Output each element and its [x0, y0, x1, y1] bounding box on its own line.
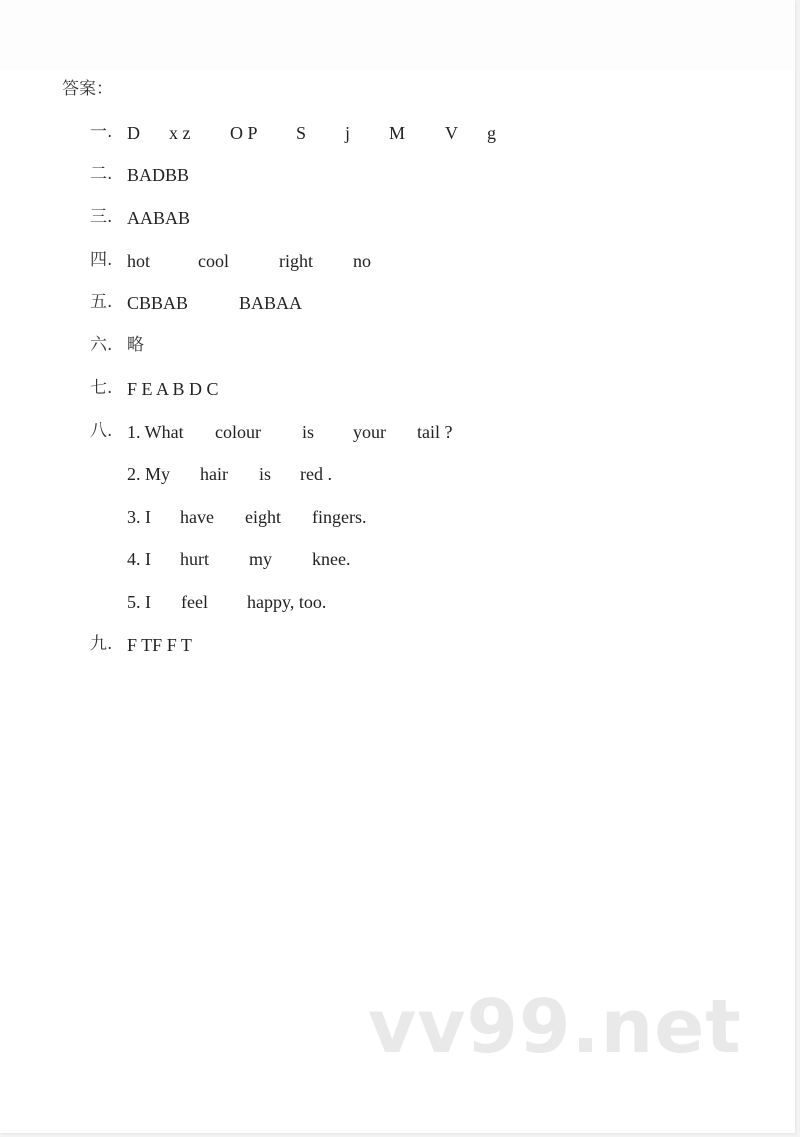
sentence-word: eight	[245, 507, 281, 527]
sentence-word: my	[249, 549, 273, 569]
section-3-answer: AABAB	[127, 208, 191, 228]
section-1-answer: M	[389, 123, 406, 143]
section-1-answer: S	[296, 123, 307, 143]
section-5-answer: CBBAB	[127, 293, 189, 313]
sentence-word: is	[302, 422, 315, 442]
sentence-word: tail ?	[417, 422, 453, 442]
section-4-answer: no	[353, 251, 371, 271]
section-8-label: 八.	[90, 421, 113, 441]
sentence-word: 3. I	[127, 507, 151, 527]
section-1-answer: D	[127, 123, 140, 143]
section-5-answer: BABAA	[239, 293, 303, 313]
sentence-word: red .	[300, 464, 332, 484]
section-7-answer: F E A B D C	[127, 379, 219, 399]
section-1-answer: g	[487, 123, 496, 143]
watermark: vv99.net	[368, 984, 742, 1070]
sentence-word: hair	[200, 464, 228, 484]
section-6-answer: 略	[127, 335, 144, 355]
section-2-label: 二.	[90, 164, 113, 184]
section-4-answer: hot	[127, 251, 151, 271]
section-1-label: 一.	[90, 122, 113, 142]
sentence-word: 2. My	[127, 464, 171, 484]
section-7-label: 七.	[90, 378, 113, 398]
sentence-word: 5. I	[127, 592, 151, 612]
page-top-strip	[0, 0, 795, 70]
section-1-answer: O P	[230, 123, 258, 143]
sentence-word: have	[180, 507, 214, 527]
sentence-word: happy, too.	[247, 592, 327, 612]
sentence-word: fingers.	[312, 507, 367, 527]
sentence-word: knee.	[312, 549, 351, 569]
sentence-word: your	[353, 422, 386, 442]
section-6-label: 六.	[90, 335, 113, 355]
sentence-word: colour	[215, 422, 261, 442]
section-3-label: 三.	[90, 207, 113, 227]
sentence-word: feel	[181, 592, 208, 612]
section-1-answer: V	[445, 123, 458, 143]
section-9-answer: F TF F T	[127, 635, 192, 655]
section-1-answer: x z	[169, 123, 191, 143]
section-5-label: 五.	[90, 292, 113, 312]
section-4-answer: right	[279, 251, 313, 271]
section-2-answer: BADBB	[127, 165, 190, 185]
section-9-label: 九.	[90, 634, 113, 654]
section-4-label: 四.	[90, 250, 113, 270]
sentence-word: hurt	[180, 549, 209, 569]
section-1-answer: j	[345, 123, 351, 143]
section-4-answer: cool	[198, 251, 229, 271]
sentence-word: 1. What	[127, 422, 184, 442]
sentence-word: is	[259, 464, 272, 484]
answers-heading: 答案：	[62, 79, 113, 99]
sentence-word: 4. I	[127, 549, 151, 569]
